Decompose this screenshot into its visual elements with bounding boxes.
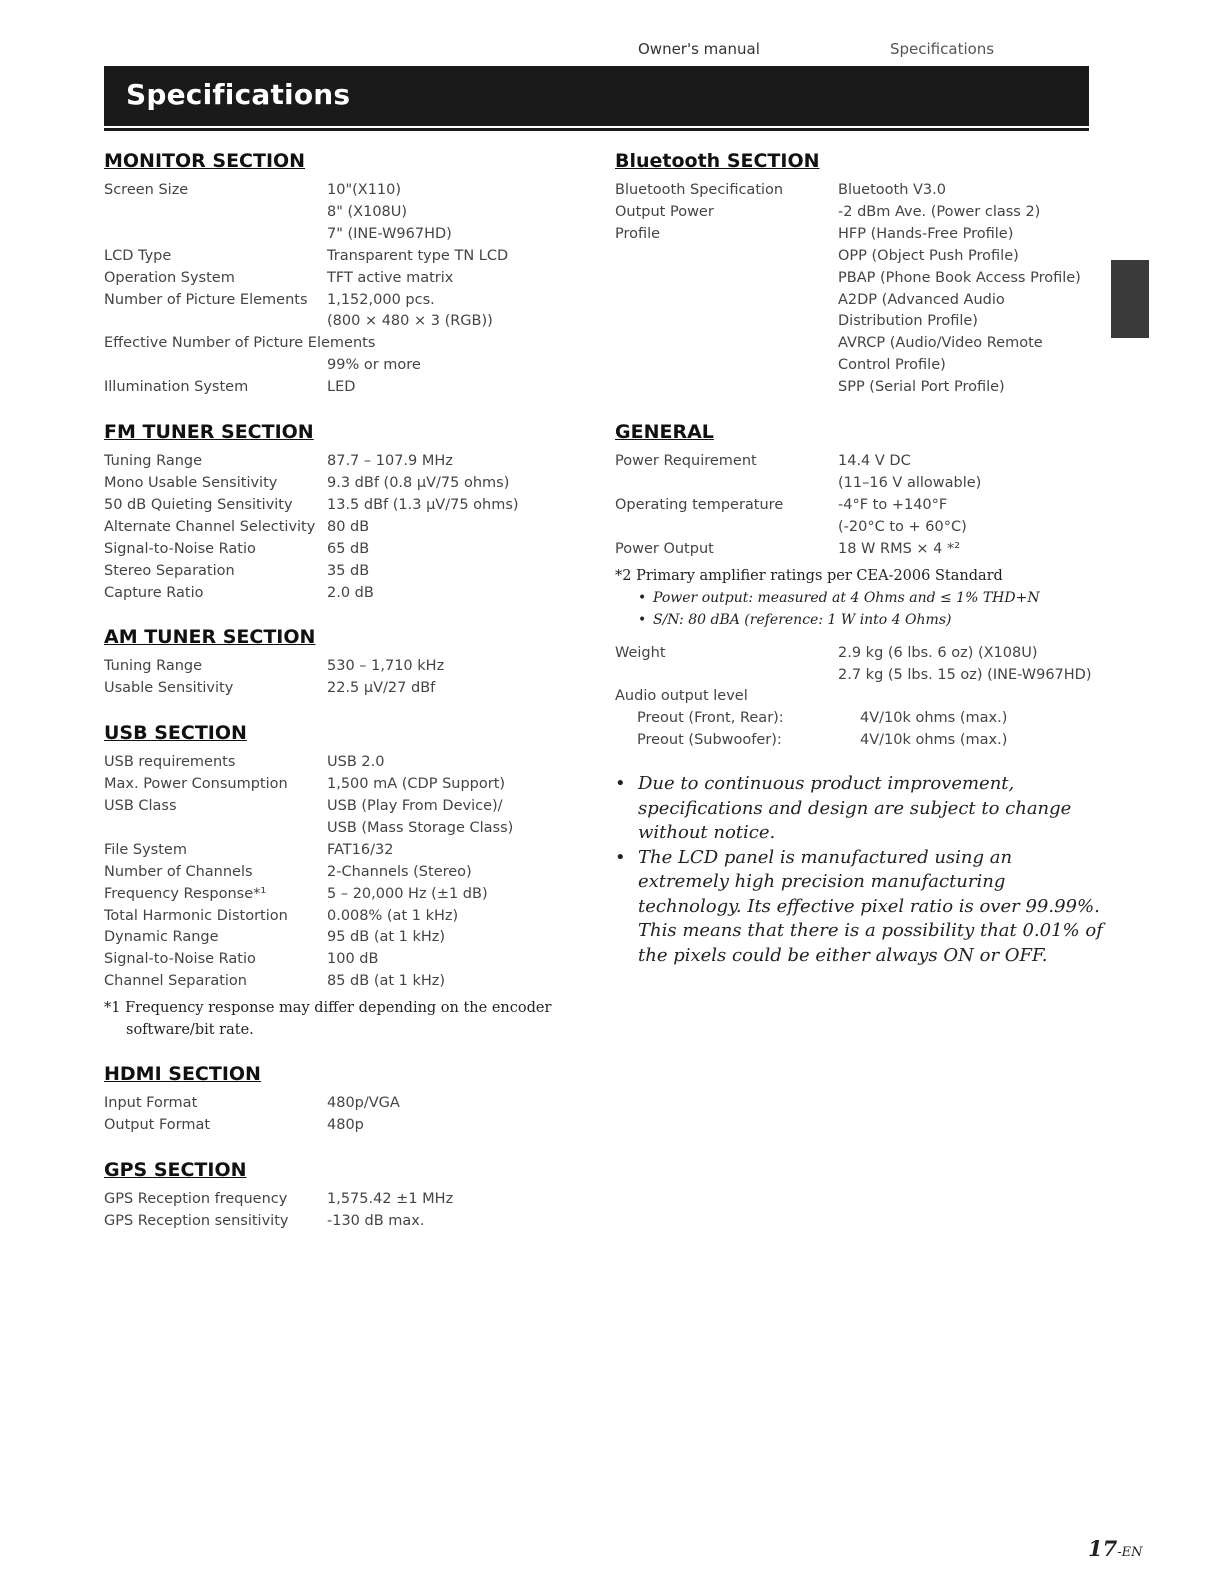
spec-value (838, 643, 1105, 687)
spec-value-line: 7" (INE-W967HD) (327, 225, 452, 242)
hdmi-heading: HDMI SECTION (104, 1063, 261, 1086)
spec-value-line: OPP (Object Push Profile) (838, 247, 1019, 264)
spec-value: USB 2.0 (327, 754, 385, 771)
spec-label: File System (104, 841, 187, 858)
spec-value (838, 224, 1105, 399)
general-section (615, 419, 1105, 752)
spec-value: 100 dB (327, 951, 379, 968)
spec-label: Usable Sensitivity (104, 680, 234, 697)
usb-footnote (104, 997, 574, 1041)
spec-value: 65 dB (327, 540, 370, 557)
spec-label: Weight (615, 644, 666, 661)
spec-value-line: -4°F to +140°F (838, 496, 948, 513)
spec-label: Operation System (104, 269, 235, 286)
spec-value-line: 8" (X108U) (327, 203, 408, 220)
spec-label: Profile (615, 225, 661, 242)
page-number (1088, 1536, 1143, 1561)
spec-value: 85 dB (at 1 kHz) (327, 973, 446, 990)
spec-row (615, 180, 1105, 202)
spec-row (104, 862, 574, 884)
general-heading: GENERAL (615, 421, 714, 444)
spec-label: Signal-to-Noise Ratio (104, 540, 256, 557)
spec-row (104, 180, 574, 246)
spec-row (104, 451, 574, 473)
fm-heading: FM TUNER SECTION (104, 421, 314, 444)
spec-row (104, 656, 574, 678)
spec-value: 5 – 20,000 Hz (±1 dB) (327, 885, 488, 902)
spec-value (838, 451, 1105, 495)
spec-row (104, 884, 574, 906)
spec-value: -2 dBm Ave. (Power class 2) (838, 203, 1041, 220)
spec-row (104, 561, 574, 583)
spec-row (104, 927, 574, 949)
spec-row (615, 451, 1105, 495)
am-tuner-section (104, 624, 574, 700)
usb-heading: USB SECTION (104, 722, 247, 745)
spec-label: Preout (Subwoofer): (637, 732, 782, 749)
spec-value: -130 dB max. (327, 1212, 425, 1229)
spec-value (838, 495, 1105, 539)
spec-label: Output Power (615, 203, 714, 220)
spec-label: Input Format (104, 1095, 198, 1112)
spec-value-line: (800 × 480 × 3 (RGB)) (327, 313, 493, 330)
spec-value (327, 796, 574, 840)
side-tab (1111, 260, 1149, 338)
spec-row (104, 377, 574, 399)
spec-label: Dynamic Range (104, 929, 219, 946)
spec-row (104, 678, 574, 700)
spec-value: 2-Channels (Stereo) (327, 863, 472, 880)
spec-label: USB requirements (104, 754, 236, 771)
spec-value: 95 dB (at 1 kHz) (327, 929, 446, 946)
fm-tuner-section (104, 419, 574, 604)
left-column (104, 148, 574, 1253)
spec-value-line: 14.4 V DC (838, 453, 911, 470)
usb-section (104, 720, 574, 1041)
spec-row (104, 290, 574, 334)
spec-row (615, 202, 1105, 224)
spec-value: Transparent type TN LCD (327, 247, 509, 264)
spec-row (104, 1093, 574, 1115)
spec-value: LED (327, 379, 356, 396)
bluetooth-heading: Bluetooth SECTION (615, 150, 820, 172)
spec-label: 50 dB Quieting Sensitivity (104, 496, 293, 513)
spec-value: 13.5 dBf (1.3 µV/75 ohms) (327, 496, 519, 513)
page-number-suffix: -EN (1117, 1545, 1143, 1560)
spec-value-line: Distribution Profile) (838, 313, 978, 330)
spec-value: 18 W RMS × 4 *² (838, 540, 961, 557)
spec-label: Number of Channels (104, 863, 253, 880)
spec-label: Power Requirement (615, 453, 757, 470)
spec-value: 480p (327, 1117, 364, 1134)
spec-value: 530 – 1,710 kHz (327, 658, 445, 675)
spec-label: Number of Picture Elements (104, 291, 308, 308)
spec-label: Total Harmonic Distortion (104, 907, 288, 924)
spec-value: 99% or more (327, 357, 421, 374)
spec-value: Bluetooth V3.0 (838, 182, 946, 198)
monitor-heading: MONITOR SECTION (104, 150, 306, 172)
header-manual-label: Owner's manual (638, 40, 760, 58)
spec-value: FAT16/32 (327, 841, 394, 858)
spec-label: Output Format (104, 1117, 211, 1134)
spec-value: 22.5 µV/27 dBf (327, 680, 436, 697)
spec-label: Alternate Channel Selectivity (104, 518, 316, 535)
spec-value: 35 dB (327, 562, 370, 579)
spec-label: Mono Usable Sensitivity (104, 474, 278, 491)
spec-label: Power Output (615, 540, 714, 557)
spec-value: 9.3 dBf (0.8 µV/75 ohms) (327, 474, 510, 491)
spec-label: Max. Power Consumption (104, 776, 288, 793)
spec-row (615, 708, 1105, 730)
spec-label: Operating temperature (615, 496, 784, 513)
spec-value: 0.008% (at 1 kHz) (327, 907, 459, 924)
spec-value: 480p/VGA (327, 1095, 400, 1112)
spec-value-line: 2.7 kg (5 lbs. 15 oz) (INE-W967HD) (838, 666, 1092, 683)
spec-row (615, 495, 1105, 539)
hdmi-section (104, 1061, 574, 1137)
footnote-bullet: • Power output: measured at 4 Ohms and ≤ 1% THD+N (653, 587, 1105, 609)
spec-value: 1,575.42 ±1 MHz (327, 1191, 454, 1207)
gps-heading: GPS SECTION (104, 1159, 247, 1181)
spec-label: Tuning Range (104, 658, 203, 675)
am-heading: AM TUNER SECTION (104, 626, 316, 649)
spec-value-line: USB (Mass Storage Class) (327, 819, 514, 836)
spec-label: Capture Ratio (104, 584, 204, 601)
spec-label: USB Class (104, 798, 177, 815)
spec-value: TFT active matrix (327, 269, 454, 286)
spec-row (615, 539, 1105, 561)
spec-value-line: 2.9 kg (6 lbs. 6 oz) (X108U) (838, 644, 1038, 661)
title-rule (104, 128, 1089, 131)
spec-row (104, 752, 574, 774)
spec-value-line: A2DP (Advanced Audio (838, 291, 1005, 308)
spec-row (104, 246, 574, 268)
spec-row (615, 730, 1105, 752)
spec-row (104, 906, 574, 928)
spec-row (104, 840, 574, 862)
spec-value: 4V/10k ohms (max.) (860, 710, 1008, 727)
right-column (615, 148, 1105, 968)
spec-label: Screen Size (104, 182, 189, 198)
spec-label: Illumination System (104, 379, 249, 396)
spec-row (104, 539, 574, 561)
spec-row (615, 224, 1105, 399)
spec-row (104, 971, 574, 993)
spec-row (104, 1115, 574, 1137)
spec-label: Stereo Separation (104, 562, 235, 579)
spec-value-line: SPP (Serial Port Profile) (838, 379, 1005, 396)
spec-value: 2.0 dB (327, 584, 374, 601)
spec-label: GPS Reception frequency (104, 1191, 288, 1207)
spec-row (104, 495, 574, 517)
footnote-line: software/bit rate. (126, 1022, 254, 1039)
spec-value-line: 1,152,000 pcs. (327, 291, 435, 308)
spec-value: 87.7 – 107.9 MHz (327, 453, 453, 470)
title-bar (104, 66, 1089, 126)
spec-row (104, 517, 574, 539)
bluetooth-section (615, 148, 1105, 399)
spec-row (104, 774, 574, 796)
footnote-bullets (615, 587, 1105, 631)
gps-section (104, 1157, 574, 1233)
spec-row (104, 268, 574, 290)
spec-row (104, 1211, 574, 1233)
notes-list (615, 772, 1105, 968)
spec-row (104, 583, 574, 605)
general-footnote (615, 565, 1105, 631)
spec-value-line: (-20°C to + 60°C) (838, 518, 967, 535)
spec-label: Frequency Response*¹ (104, 885, 267, 902)
spec-value (327, 180, 574, 246)
spec-value: 1,500 mA (CDP Support) (327, 776, 506, 793)
footnote-bullet: • S/N: 80 dBA (reference: 1 W into 4 Ohms) (653, 609, 1105, 631)
spec-value-line: (11–16 V allowable) (838, 474, 982, 491)
spec-value: 4V/10k ohms (max.) (860, 732, 1008, 749)
spec-value-line: Control Profile) (838, 357, 946, 374)
spec-row (104, 473, 574, 495)
spec-value-line: AVRCP (Audio/Video Remote (838, 335, 1043, 352)
spec-label: Tuning Range (104, 453, 203, 470)
page-number-value: 17 (1088, 1536, 1118, 1561)
monitor-section (104, 148, 574, 399)
footnote-line: *2 Primary amplifier ratings per CEA-2006 Standard (615, 567, 1003, 584)
spec-label: Bluetooth Specification (615, 182, 784, 198)
note-item: • The LCD panel is manufactured using an extremely high precision manufacturing technology. Its effective pixel ratio is over 99.99%. This means that there is a possibility that 0.01% of the pixels could be either always ON or OFF. (615, 846, 1105, 969)
spec-value-line: USB (Play From Device)/ (327, 798, 503, 815)
page-title: Specifications (126, 78, 351, 111)
spec-value-line: HFP (Hands-Free Profile) (838, 225, 1014, 242)
spec-value-line: PBAP (Phone Book Access Profile) (838, 269, 1081, 286)
spec-row (104, 949, 574, 971)
spec-label-full: Effective Number of Picture Elements (104, 335, 376, 352)
spec-label: Channel Separation (104, 973, 247, 990)
note-item: • Due to continuous product improvement, specifications and design are subject to change without notice. (615, 772, 1105, 846)
spec-value: 80 dB (327, 518, 370, 535)
spec-label-full: Audio output level (615, 688, 748, 705)
spec-label: LCD Type (104, 247, 172, 264)
spec-label: Signal-to-Noise Ratio (104, 951, 256, 968)
spec-row (615, 643, 1105, 687)
spec-value (327, 290, 574, 334)
spec-label: Preout (Front, Rear): (637, 710, 784, 727)
spec-label: GPS Reception sensitivity (104, 1212, 289, 1229)
header-section-label: Specifications (890, 40, 995, 58)
spec-row (104, 796, 574, 840)
spec-value-line: 10"(X110) (327, 182, 402, 198)
footnote-line: *1 Frequency response may differ depending on the encoder (104, 1000, 552, 1017)
spec-row (104, 1189, 574, 1211)
